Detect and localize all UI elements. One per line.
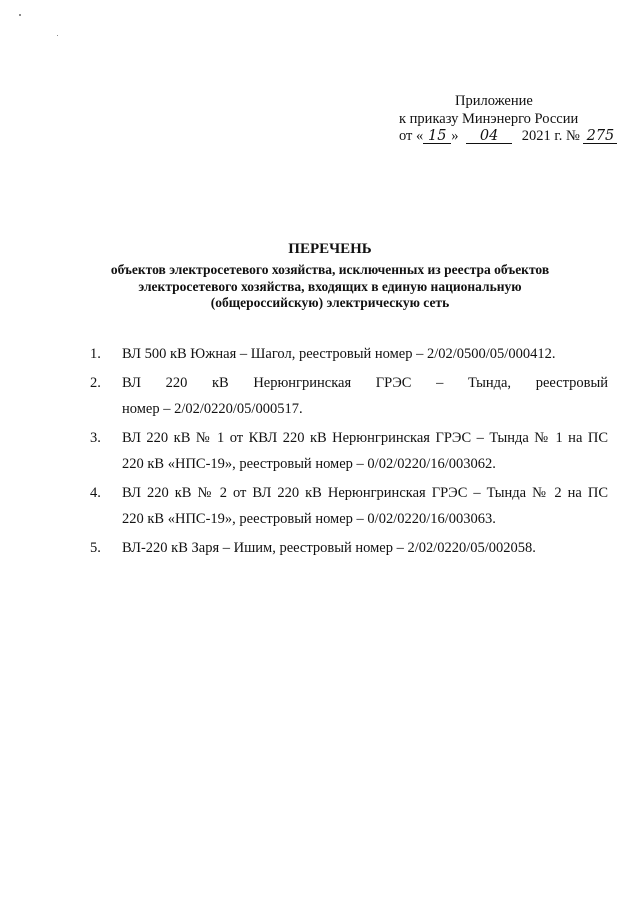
subheading-line: объектов электросетевого хозяйства, исключенных из реестра объектов [110, 262, 550, 277]
list-item [90, 341, 608, 367]
handwritten-order-number: 275 [583, 129, 617, 144]
list-item-number: 1. [90, 346, 101, 362]
document-title-block [40, 240, 620, 312]
word: 220 [165, 375, 188, 391]
list-item-line: ВЛ 500 кВ Южная – Шагол, реестровый номер – 2/02/0500/05/000412. [122, 346, 556, 362]
list-item-line: 220 кВ «НПС-19», реестровый номер – 0/02/0220/16/003062. [122, 456, 496, 472]
list-item-line: ВЛ 220 кВ № 1 от КВЛ 220 кВ Нерюнгринская ГРЭС – Тында № 1 на ПС [122, 430, 608, 446]
subheading-line: электросетевого хозяйства, входящих в единую национальную [138, 278, 522, 294]
word: – [436, 375, 444, 391]
word: Нерюнгринская [253, 375, 352, 391]
objects-list [90, 341, 608, 564]
list-item-line: номер – 2/02/0220/05/000517. [122, 401, 303, 417]
list-item-text [122, 370, 608, 422]
list-item-line: ВЛ-220 кВ Заря – Ишим, реестровый номер – 2/02/0220/05/002058. [122, 540, 536, 556]
list-item-line [122, 370, 608, 396]
list-item [90, 480, 608, 532]
document-subheading [40, 262, 620, 312]
appendix-title: Приложение [455, 93, 533, 109]
list-item [90, 535, 608, 561]
scan-speck [19, 14, 21, 16]
list-item [90, 370, 608, 422]
word: Тында, [467, 375, 512, 391]
list-item-line: ВЛ 220 кВ № 2 от ВЛ 220 кВ Нерюнгринская ГРЭС – Тында № 2 на ПС [122, 485, 608, 501]
list-item-text [122, 341, 608, 367]
list-item-number: 5. [90, 540, 101, 556]
appendix-order-ref: к приказу Минэнерго России [399, 110, 579, 127]
handwritten-day: 15 [423, 129, 451, 144]
subheading-line: (общероссийскую) электрическую сеть [210, 295, 450, 310]
word: реестровый [535, 375, 608, 391]
year-and-number-label: 2021 г. № [521, 128, 580, 144]
appendix-date-line: от « 15 » 04 2021 г. № 275 [380, 128, 600, 146]
list-item-number: 3. [90, 430, 101, 446]
scan-speck [57, 35, 58, 36]
list-item-line: 220 кВ «НПС-19», реестровый номер – 0/02/0220/16/003063. [122, 511, 496, 527]
list-item-text [122, 425, 608, 477]
list-item-text [122, 480, 608, 532]
word: ВЛ [122, 375, 141, 391]
date-prefix: от [399, 128, 413, 144]
list-item-text [122, 535, 608, 561]
list-item-number: 2. [90, 375, 101, 391]
document-heading: ПЕРЕЧЕНЬ [288, 241, 372, 257]
appendix-header [380, 93, 615, 146]
handwritten-month: 04 [466, 129, 512, 144]
list-item-number: 4. [90, 485, 101, 501]
word: ГРЭС [375, 375, 412, 391]
list-item [90, 425, 608, 477]
word: кВ [211, 375, 229, 391]
